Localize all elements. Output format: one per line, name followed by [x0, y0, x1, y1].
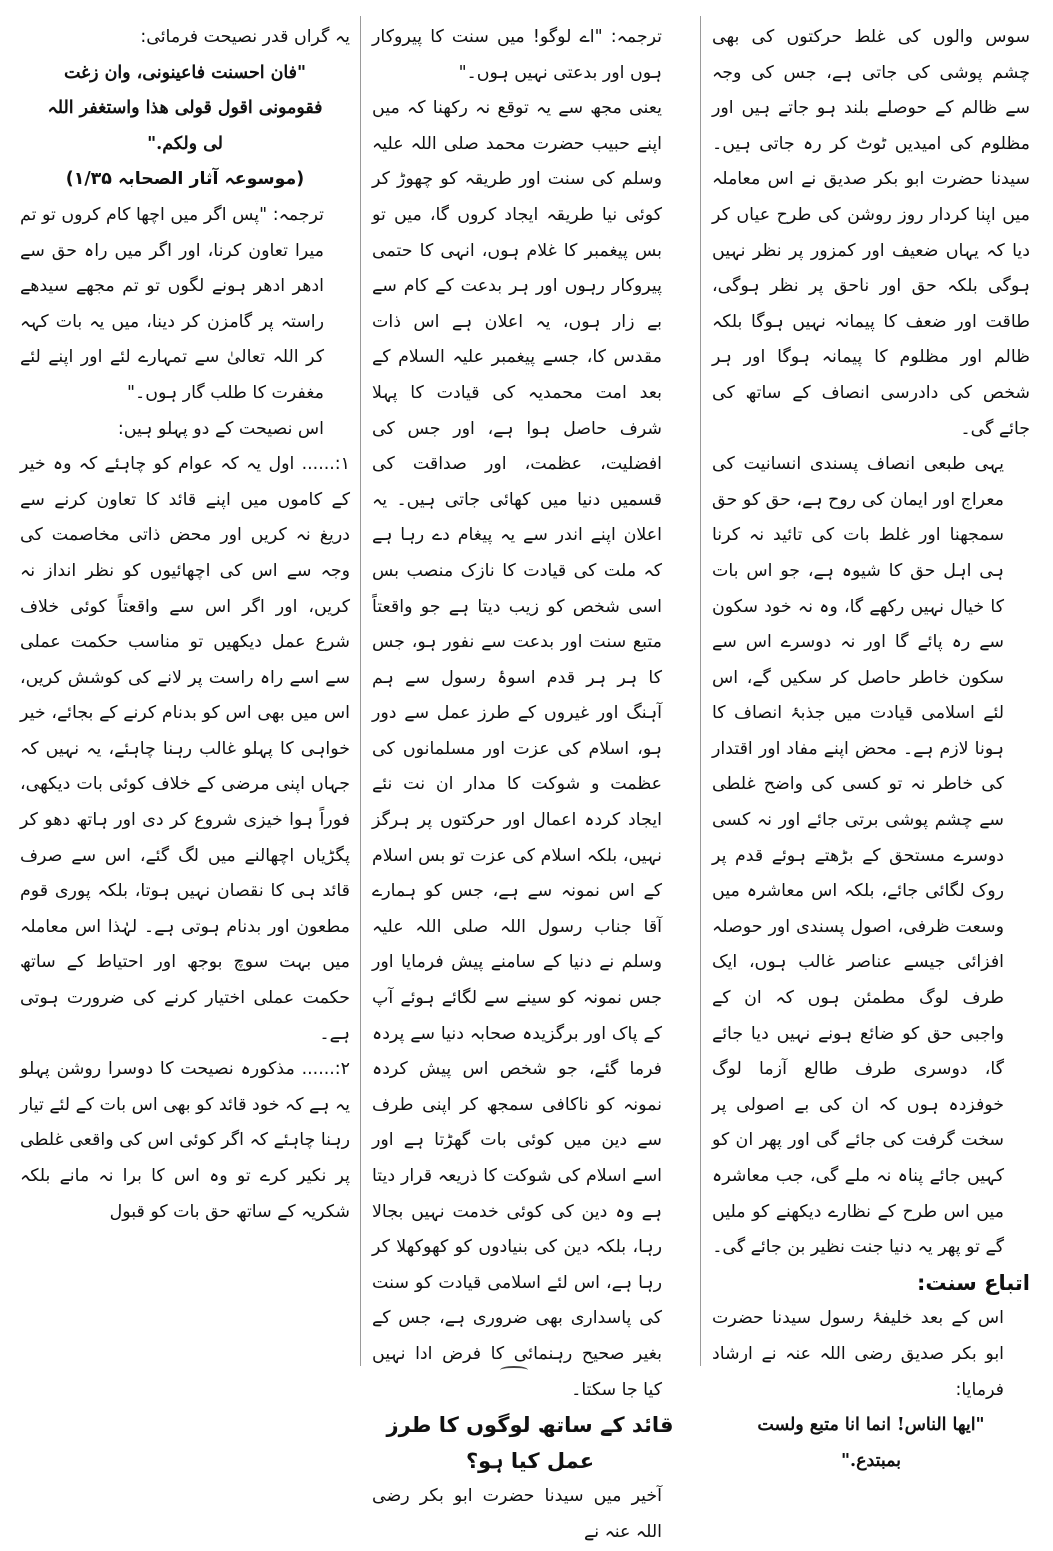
column-divider: [700, 16, 701, 1366]
right-column: [712, 20, 1030, 1471]
left-column: [20, 20, 350, 1368]
column-divider: [360, 16, 361, 1366]
page-number-fragment: [500, 1366, 528, 1374]
paragraph: سوس والوں کی غلط حرکتوں کی بھی چشم پوشی کی جاتی ہے، جس کی وجہ سے ظالم کے حوصلے بلند ہو جاتے ہیں اور مظلوم کی امیدیں ٹوٹ کر رہ جاتی ہیں۔ سیدنا حضرت ابو بکر صدیق نے اس معاملہ میں اپنا کردار روز روشن کی طرح عیاں کر دیا کہ یہاں ضعیف اور کمزور پر نظر نہیں ہوگی بلکہ حق اور ناحق پر نظر ہوگی، طاقت اور ضعف کا پیمانہ نہیں ہوگا بلکہ ظالم اور مظلوم کا پیمانہ ہوگا اور ہر شخص کی دادرسی انصاف کے ساتھ کی جائے گی۔: [712, 27, 1030, 439]
section-heading: اتباع سنت:: [916, 1270, 1030, 1295]
translation: ترجمہ: "پس اگر میں اچھا کام کروں تو تم میرا تعاون کرنا، اور اگر میں راہ حق سے ادھر ادھر ہونے لگوں تو تم مجھے سیدھے راستہ پر گامزن کر دینا، میں یہ بات کہہ کر اللہ تعالیٰ سے تمہارے لئے اور اپنے لئے مغفرت کا طلب گار ہوں۔": [20, 204, 324, 403]
section-heading: قائد کے ساتھ لوگوں کا طرز عمل کیا ہو؟: [386, 1413, 674, 1473]
paragraph: یہی طبعی انصاف پسندی انسانیت کی معراج اور ایمان کی روح ہے، حق کو حق سمجھنا اور غلط بات کی تائید نہ کرنا ہی اہل حق کا شیوہ ہے، جو اس بات کا خیال نہیں رکھے گا، وہ نہ خود سکون سے رہ پائے گا اور نہ دوسرے اس سے سکون خاطر حاصل کر سکیں گے، اس لئے اسلامی قیادت میں جذبۂ انصاف کا ہونا لازم ہے۔ محض اپنے مفاد اور اقتدار کی خاطر نہ تو کسی کی واضح غلطی سے چشم پوشی برتی جائے اور نہ کسی دوسرے مستحق کے بڑھتے ہوئے قدم پر روک لگائی جائے، بلکہ اس معاشرہ میں وسعت ظرفی، اصول پسندی اور حوصلہ افزائی جیسے عناصر غالب ہوں، ایک طرف لوگ مطمئن ہوں کہ ان کے واجبی حق کو ضائع ہونے نہیں دیا جائے گا، دوسری طرف طالع آزما لوگ خوفزدہ ہوں کہ ان کی بے اصولی پر سخت گرفت کی جائے گی اور پھر ان کو کہیں جائے پناہ نہ ملے گی، جب معاشرہ میں اس طرح کے نظارے دیکھنے کو ملیں گے تو پھر یہ دنیا جنت نظیر بن جائے گی۔: [712, 454, 1004, 1258]
paragraph: یہ گراں قدر نصیحت فرمائی:: [140, 27, 350, 47]
arabic-quote: "ایھا الناس! انما انا متبع ولست بمبتدع.": [757, 1415, 985, 1471]
middle-column: [372, 20, 688, 1542]
translation: ترجمہ: "اے لوگو! میں سنت کا پیروکار ہوں اور بدعتی نہیں ہوں۔": [372, 27, 662, 83]
paragraph: اس کے بعد خلیفۂ رسول سیدنا حضرت ابو بکر صدیق رضی اللہ عنہ نے ارشاد فرمایا:: [712, 1308, 1004, 1400]
source-reference: (موسوعہ آثار الصحابہ ۱/۳۵): [65, 169, 305, 190]
paragraph: آخیر میں سیدنا حضرت ابو بکر رضی اللہ عنہ نے: [372, 1486, 662, 1542]
paragraph: اس نصیحت کے دو پہلو ہیں:: [117, 418, 324, 439]
arabic-quote: "فان احسنت فاعینونی، وان زغت فقومونی اقول قولی ھذا واستغفر اللہ لی ولکم.": [47, 62, 323, 154]
numbered-point: ۱:...... اول یہ کہ عوام کو چاہئے کہ وہ خیر کے کاموں میں اپنے قائد کا تعاون کرنے سے دریغ نہ کریں اور محض ذاتی مخاصمت کی وجہ سے اس کی اچھائیوں کو نظر انداز نہ کریں، اور اگر اس سے واقعتاً کوئی خلاف شرع عمل دیکھیں تو مناسب حکمت عملی سے اسے راہ راست پر لانے کی کوشش کریں، اس میں بھی اس کو بدنام کرنے کے بجائے، خیر خواہی کا پہلو غالب رہنا چاہئے، یہ نہیں کہ جہاں اپنی مرضی کے خلاف کوئی بات دیکھی، فوراً ہوا خیزی شروع کر دی اور ہاتھ دھو کر پگڑیاں اچھالنے میں لگ گئے، اس سے صرف قائد ہی کا نقصان نہیں ہوتا، بلکہ پوری قوم مطعون اور بدنام ہوتی ہے۔ لہٰذا اس معاملہ میں بہت سوچ بوجھ اور احتیاط کے ساتھ حکمت عملی اختیار کرنے کی ضرورت ہوتی ہے۔: [20, 454, 350, 1044]
numbered-point: ۲:...... مذکورہ نصیحت کا دوسرا روشن پہلو یہ ہے کہ خود قائد کو بھی اس بات کے لئے تیار رہنا چاہئے کہ اگر کوئی اس کی واقعی غلطی پر نکیر کرے تو وہ اس کا برا نہ مانے بلکہ شکریہ کے ساتھ حق بات کو قبول: [20, 1059, 350, 1222]
paragraph: یعنی مجھ سے یہ توقع نہ رکھنا کہ میں اپنے حبیب حضرت محمد صلی اللہ علیہ وسلم کی سنت اور طریقہ کو چھوڑ کر کوئی نیا طریقہ ایجاد کروں گا، میں تو بس پیغمبر کا غلام ہوں، انہی کا حتمی پیروکار رہوں اور ہر بدعت کے کام سے بے زار ہوں، یہ اعلان ہے اس ذات مقدس کا، جسے پیغمبر علیہ السلام کے بعد امت محمدیہ کی قیادت کا پہلا شرف حاصل ہوا ہے، اور جس کی افضلیت، عظمت، اور صداقت کی قسمیں دنیا میں کھائی جاتی ہیں۔ یہ اعلان اپنے اندر سے یہ پیغام دے رہا ہے کہ ملت کی قیادت کا نازک منصب بس اسی شخص کو زیب دیتا ہے جو واقعتاً متبع سنت اور بدعت سے نفور ہو، جس کا ہر ہر قدم اسوۂ رسول سے ہم آہنگ اور غیروں کے طرز عمل سے دور ہو، اسلام کی عزت اور مسلمانوں کی عظمت و شوکت کا مدار ان نت نئے ایجاد کردہ اعمال اور حرکتوں پر ہرگز نہیں، بلکہ اسلام کی عزت تو بس اسلام کے اس نمونہ سے ہے، جس کو ہمارے آقا جناب رسول اللہ صلی اللہ علیہ وسلم نے دنیا کے سامنے پیش فرمایا اور جس نمونہ کو سینے سے لگائے ہوئے آپ کے پاک اور برگزیدہ صحابہ دنیا سے پردہ فرما گئے، جو شخص اس پیش کردہ نمونہ کو ناکافی سمجھ کر اپنی طرف سے دین میں کوئی بات گھڑتا ہے اور اسے اسلام کی شوکت کا ذریعہ قرار دیتا ہے وہ دین کی کوئی خدمت نہیں بجالا رہا، بلکہ دین کی بنیادوں کو کھوکھلا کر رہا ہے، اس لئے اسلامی قیادت کو سنت کی پاسداری بھی ضروری ہے، جس کے بغیر صحیح رہنمائی کا فرض ادا نہیں کیا جا سکتا۔: [372, 98, 662, 1400]
